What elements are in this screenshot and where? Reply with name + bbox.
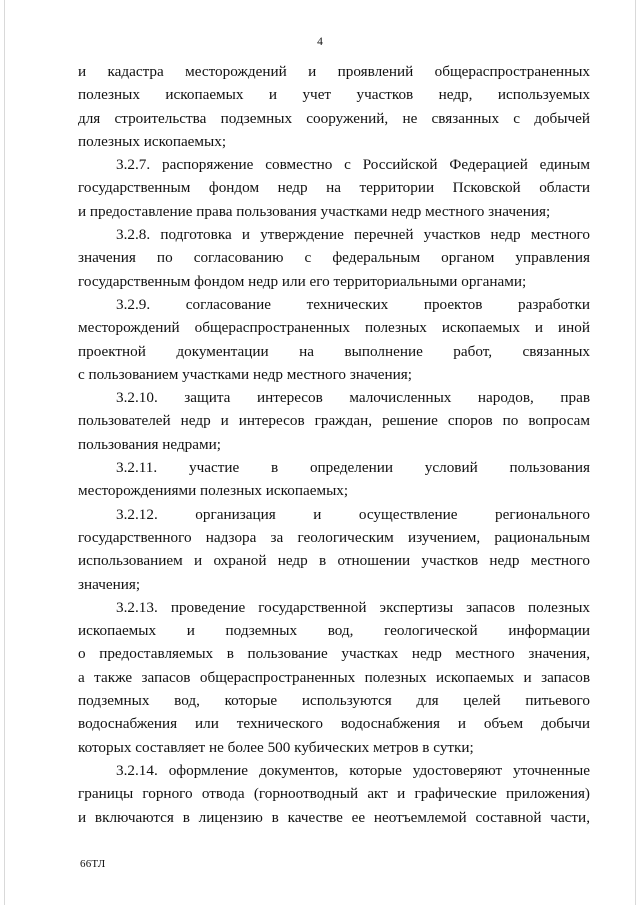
- text-line: значения по согласованию с федеральным органом управления: [78, 249, 590, 267]
- text-line: государственным фондом недр или его территориальными органами;: [78, 272, 527, 290]
- text-line: границы горного отвода (горноотводный акт и графические приложения): [78, 785, 590, 803]
- text-line: месторождений общераспространенных полезных ископаемых и иной: [78, 319, 590, 337]
- text-line: месторождениями полезных ископаемых;: [78, 482, 349, 500]
- text-line: пользователей недр и интересов граждан, решение споров по вопросам: [78, 412, 590, 430]
- text-line: значения;: [78, 575, 141, 593]
- text-line: 3.2.12. организация и осуществление регионального: [116, 505, 590, 523]
- text-line: использованием и охраной недр в отношении участков недр местного: [78, 552, 590, 570]
- text-line: подземных вод, которые используются для целей питьевого: [78, 692, 590, 710]
- paragraph: [78, 153, 590, 223]
- text-line: а также запасов общераспространенных полезных ископаемых и запасов: [78, 668, 590, 686]
- text-line: и предоставление права пользования участками недр местного значения;: [78, 202, 551, 220]
- footer-code: 66ТЛ: [80, 858, 106, 870]
- body-text: [78, 60, 590, 829]
- text-line: проектной документации на выполнение работ, связанных: [78, 342, 590, 360]
- text-line: 3.2.8. подготовка и утверждение перечней участков недр местного: [116, 226, 590, 244]
- text-line: ископаемых и подземных вод, геологической информации: [78, 622, 590, 640]
- text-line: и кадастра месторождений и проявлений общераспространенных: [78, 63, 590, 80]
- text-line: 3.2.14. оформление документов, которые удостоверяют уточненные: [116, 761, 590, 779]
- text-line: и включаются в лицензию в качестве ее неотъемлемой составной части,: [78, 808, 590, 826]
- text-line: полезных ископаемых и учет участков недр, используемых: [78, 86, 590, 104]
- paragraph: [78, 596, 590, 759]
- text-line: государственным фондом недр на территории Псковской области: [78, 179, 590, 197]
- text-line: государственного надзора за геологическим изучением, рациональным: [78, 528, 590, 546]
- text-line: водоснабжения или технического водоснабжения и объем добычи: [78, 715, 590, 733]
- text-line: с пользованием участками недр местного значения;: [78, 365, 412, 383]
- text-line: 3.2.9. согласование технических проектов разработки: [116, 295, 590, 313]
- page-number: 4: [317, 36, 323, 48]
- text-line: для строительства подземных сооружений, не связанных с добычей: [78, 109, 590, 127]
- paragraph: [78, 456, 590, 503]
- paragraph: [78, 293, 590, 386]
- text-line: о предоставляемых в пользование участках недр местного значения,: [78, 645, 590, 663]
- text-line: 3.2.10. защита интересов малочисленных народов, прав: [116, 389, 590, 407]
- text-line: 3.2.13. проведение государственной экспертизы запасов полезных: [116, 598, 590, 616]
- paragraph: [78, 759, 590, 829]
- text-line: 3.2.11. участие в определении условий пользования: [116, 459, 590, 477]
- text-line: 3.2.7. распоряжение совместно с Российской Федерацией единым: [116, 156, 590, 174]
- paragraph: [78, 386, 590, 456]
- text-line: полезных ископаемых;: [78, 132, 227, 150]
- text-line: которых составляет не более 500 кубических метров в сутки;: [78, 738, 474, 756]
- text-line: пользования недрами;: [78, 435, 221, 453]
- paragraph: [78, 60, 590, 153]
- scan-edge-left: [4, 0, 5, 905]
- scan-edge-right: [635, 0, 636, 905]
- paragraph: [78, 503, 590, 596]
- paragraph: [78, 223, 590, 293]
